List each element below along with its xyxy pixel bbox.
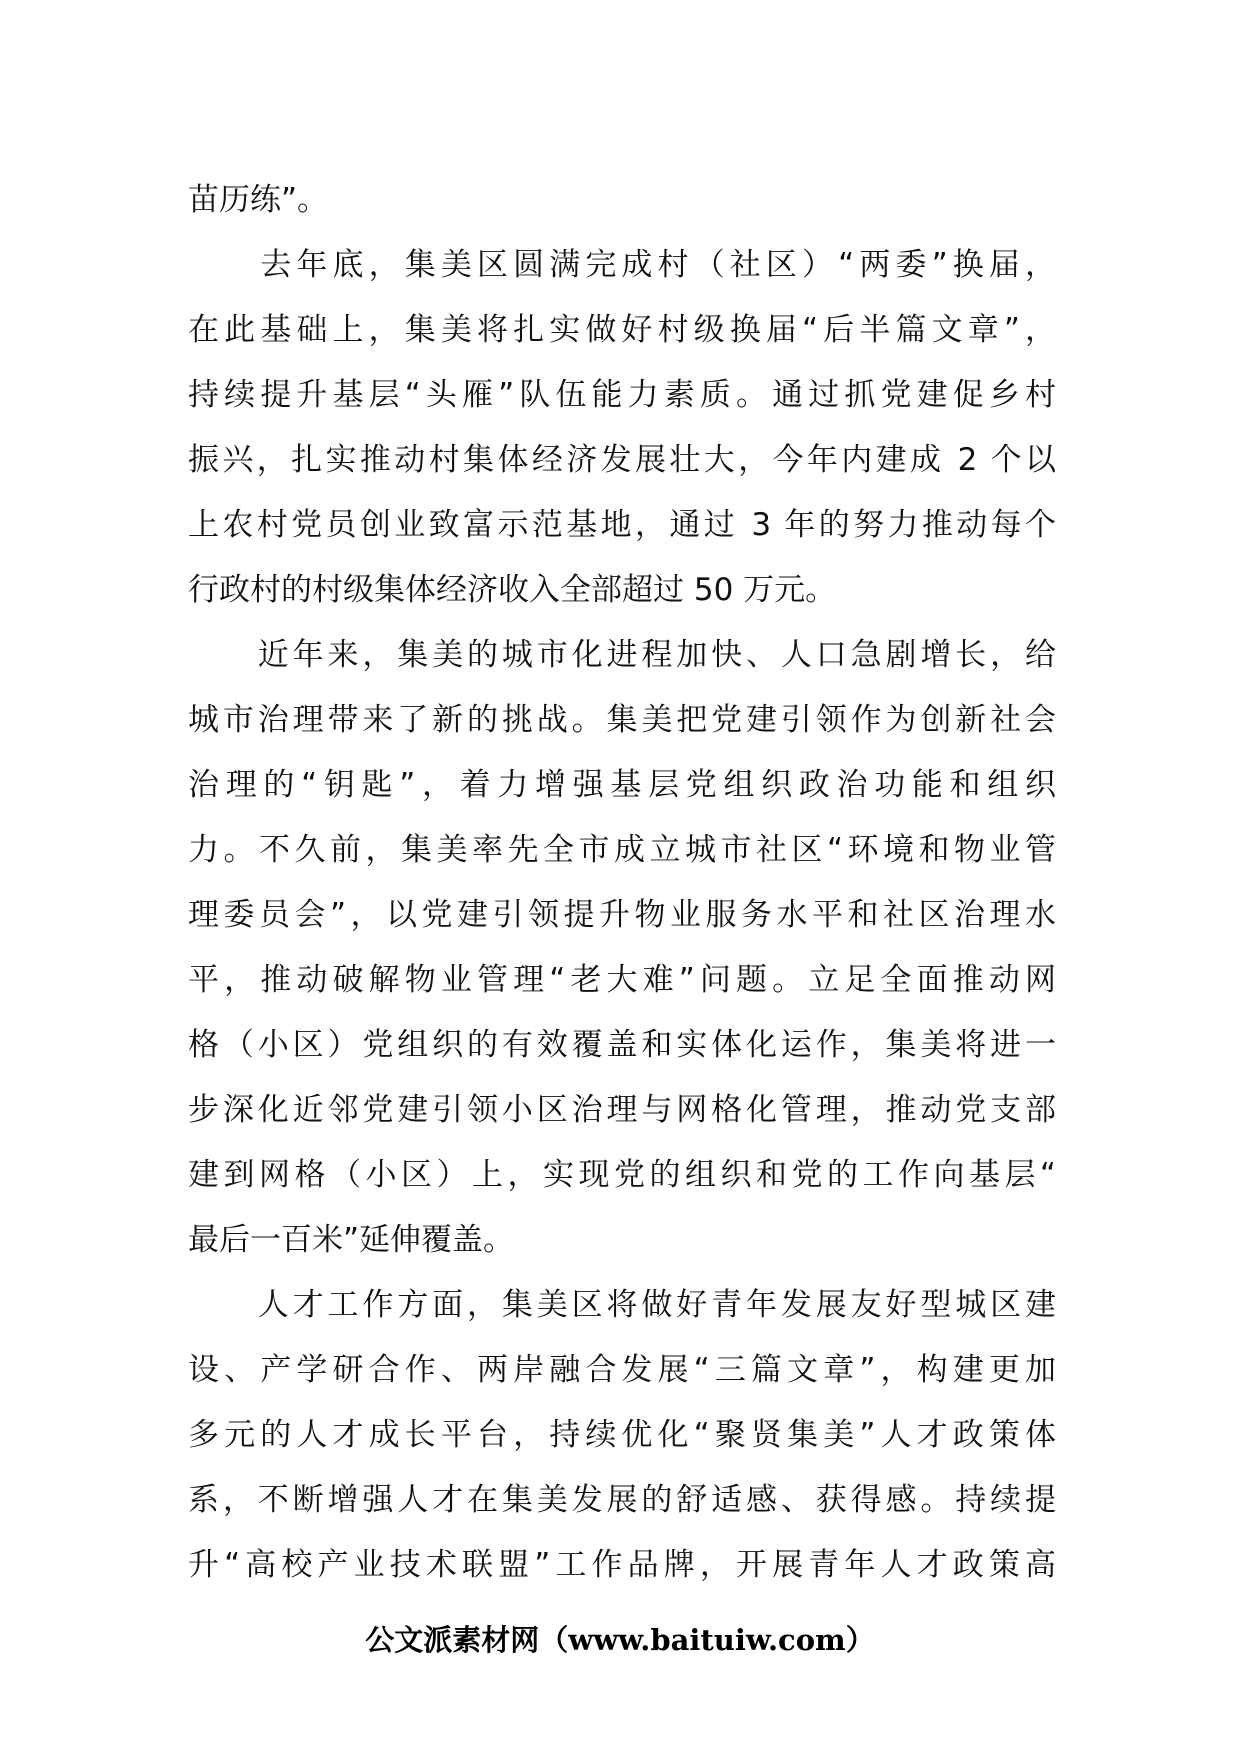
text-line: 平，推动破解物业管理“老大难”问题。立足全面推动网 <box>188 962 1056 998</box>
text-line: 最后一百米”延伸覆盖。 <box>188 1222 515 1258</box>
text-line: 苗历练”。 <box>188 182 329 218</box>
text-line: 人才工作方面，集美区将做好青年发展友好型城区建 <box>188 1287 1056 1323</box>
text-line: 升“高校产业技术联盟”工作品牌，开展青年人才政策高 <box>188 1547 1056 1583</box>
text-line: 上农村党员创业致富示范基地，通过 3 年的努力推动每个 <box>188 507 1056 543</box>
paragraph <box>188 623 1056 1273</box>
footer-watermark: 公文派素材网（www.baituiw.com） <box>365 1623 875 1657</box>
text-line: 建到网格（小区）上，实现党的组织和党的工作向基层“ <box>188 1157 1056 1193</box>
text-line: 振兴，扎实推动村集体经济发展壮大，今年内建成 2 个以 <box>188 442 1056 478</box>
text-line: 力。不久前，集美率先全市成立城市社区“环境和物业管 <box>188 832 1056 868</box>
text-line: 理委员会”，以党建引领提升物业服务水平和社区治理水 <box>188 897 1056 933</box>
paragraph <box>188 233 1056 623</box>
text-line: 去年底，集美区圆满完成村（社区）“两委”换届， <box>188 247 1056 283</box>
text-line: 行政村的村级集体经济收入全部超过 50 万元。 <box>188 572 837 608</box>
text-line: 持续提升基层“头雁”队伍能力素质。通过抓党建促乡村 <box>188 377 1056 413</box>
text-line: 步深化近邻党建引领小区治理与网格化管理，推动党支部 <box>188 1092 1056 1128</box>
text-line: 近年来，集美的城市化进程加快、人口急剧增长，给 <box>188 637 1056 673</box>
text-line: 在此基础上，集美将扎实做好村级换届“后半篇文章”， <box>188 312 1056 348</box>
text-line: 多元的人才成长平台，持续优化“聚贤集美”人才政策体 <box>188 1417 1056 1453</box>
paragraph <box>188 1273 1056 1598</box>
text-line: 格（小区）党组织的有效覆盖和实体化运作，集美将进一 <box>188 1027 1056 1063</box>
text-line: 设、产学研合作、两岸融合发展“三篇文章”，构建更加 <box>188 1352 1056 1388</box>
text-line: 系，不断增强人才在集美发展的舒适感、获得感。持续提 <box>188 1482 1056 1518</box>
text-line: 治理的“钥匙”，着力增强基层党组织政治功能和组织 <box>188 767 1056 803</box>
text-line: 城市治理带来了新的挑战。集美把党建引领作为创新社会 <box>188 702 1056 738</box>
paragraph <box>188 168 1056 233</box>
document-body <box>188 168 1056 1598</box>
